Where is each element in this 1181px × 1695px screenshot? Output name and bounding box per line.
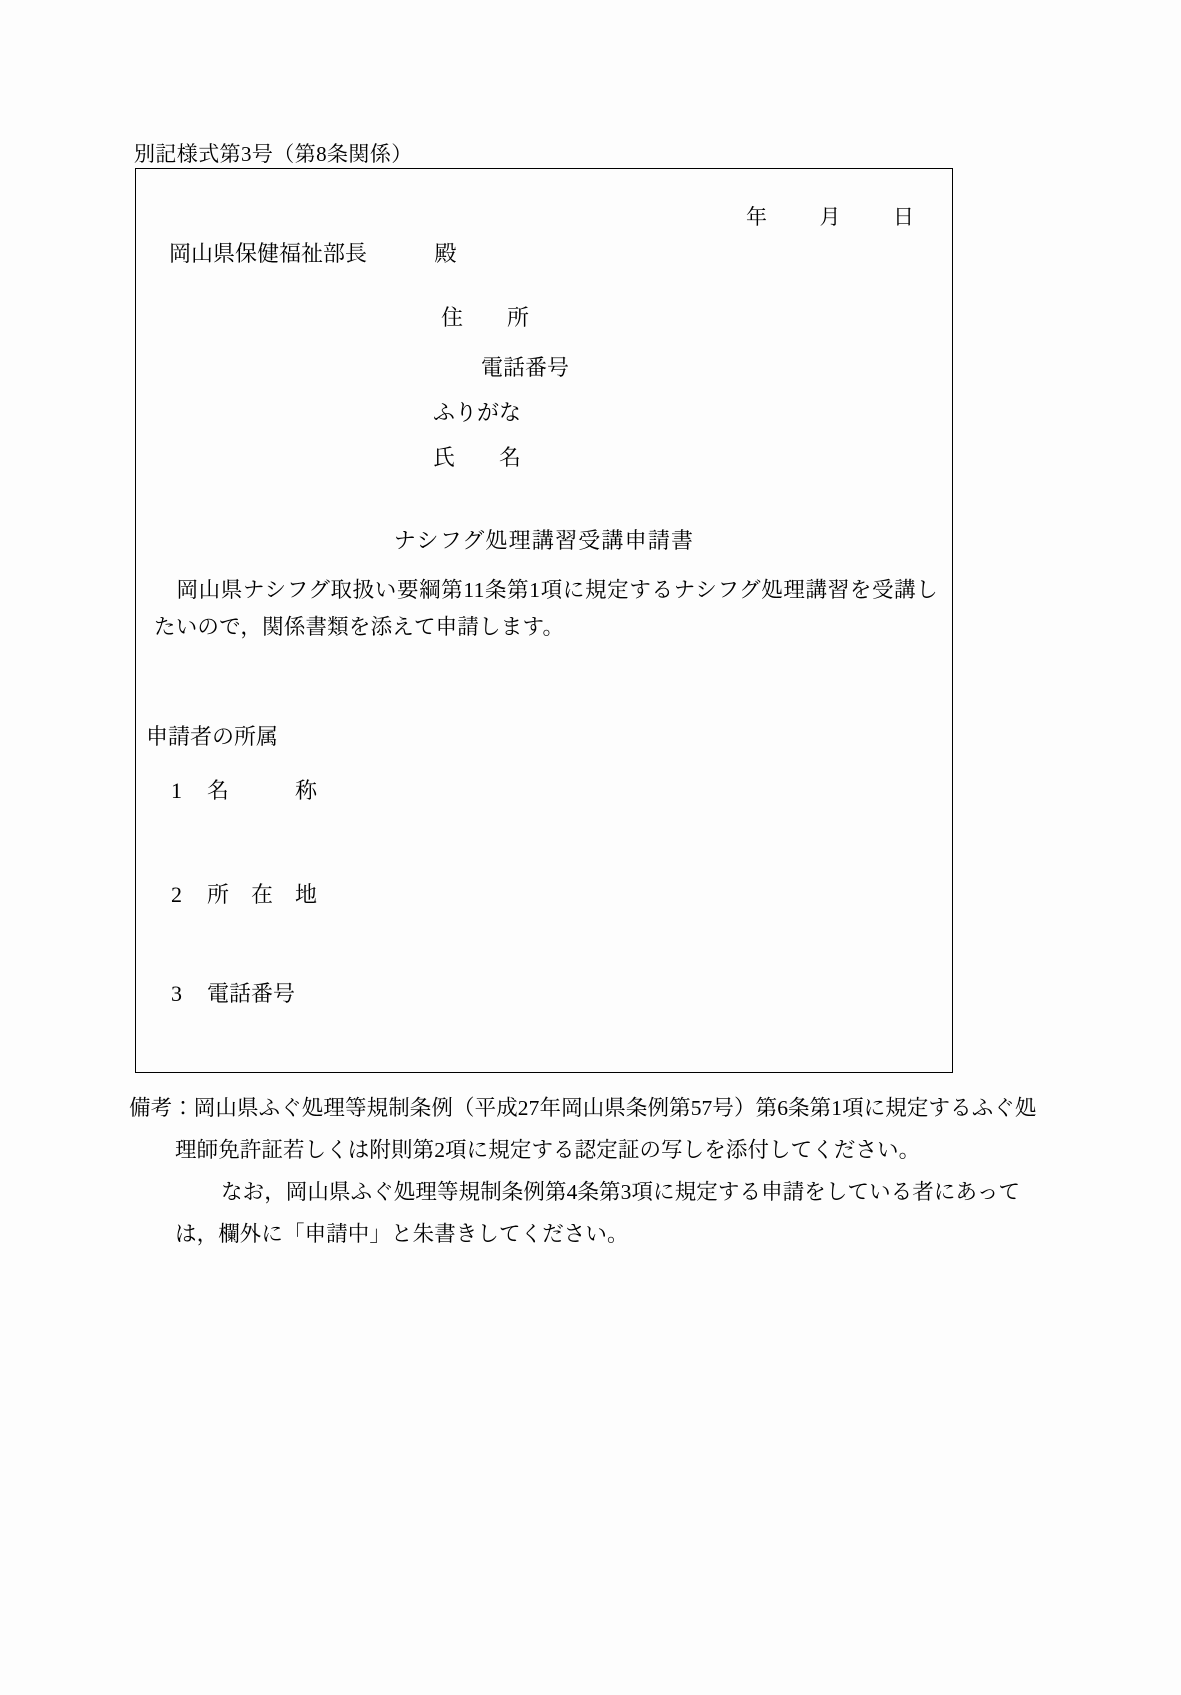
year-label: 年 [746,205,767,229]
notes-section [129,1087,1037,1255]
affiliation-item-label: 電話番号 [207,981,296,1006]
addressee-recipient: 岡山県保健福祉部長 [169,241,368,266]
affiliation-item-number: 3 [171,981,182,1006]
name-field-label: 氏 名 [433,445,522,470]
furigana-field-label: ふりがな [433,400,522,425]
note-line-2: 理師免許証若しくは附則第2項に規定する認定証の写しを添付してください。 [175,1138,921,1162]
date-line [746,201,914,231]
note-line-3-text: なお，岡山県ふぐ処理等規制条例第4条第3項に規定する申請をしている者にあって [221,1180,1021,1204]
note-line-4: は，欄外に「申請中」と朱書きしてください。 [175,1222,629,1246]
applicant-detail-block [136,295,952,480]
body-paragraph [154,572,938,646]
note-line-3 [129,1171,1021,1213]
body-paragraph-text: 岡山県ナシフグ取扱い要綱第11条第1項に規定するナシフグ処理講習を受講したいので，関係書類を添えて申請します。 [154,578,938,639]
form-number-header: 別記様式第3号（第8条関係） [134,142,413,166]
affiliation-item-number: 1 [171,778,182,803]
day-label: 日 [893,205,914,229]
addressee-line [169,237,457,268]
affiliation-item-label: 名 称 [207,778,318,803]
note-line-1: 備考：岡山県ふぐ処理等規制条例（平成27年岡山県条例第57号）第6条第1項に規定するふぐ処 [129,1096,1037,1120]
affiliation-item-location [171,878,317,909]
addressee-honorific: 殿 [434,241,457,266]
document-title: ナシフグ処理講習受講申請書 [393,528,695,553]
affiliation-item-number: 2 [171,882,182,907]
application-form-box [135,168,953,1073]
month-label: 月 [819,205,841,229]
affiliation-item-telephone [171,977,295,1008]
affiliation-heading: 申請者の所属 [146,724,279,749]
telephone-field-label: 電話番号 [481,355,570,380]
address-field-label: 住 所 [441,305,530,330]
affiliation-item-name [171,774,317,805]
affiliation-item-label: 所 在 地 [207,882,318,907]
